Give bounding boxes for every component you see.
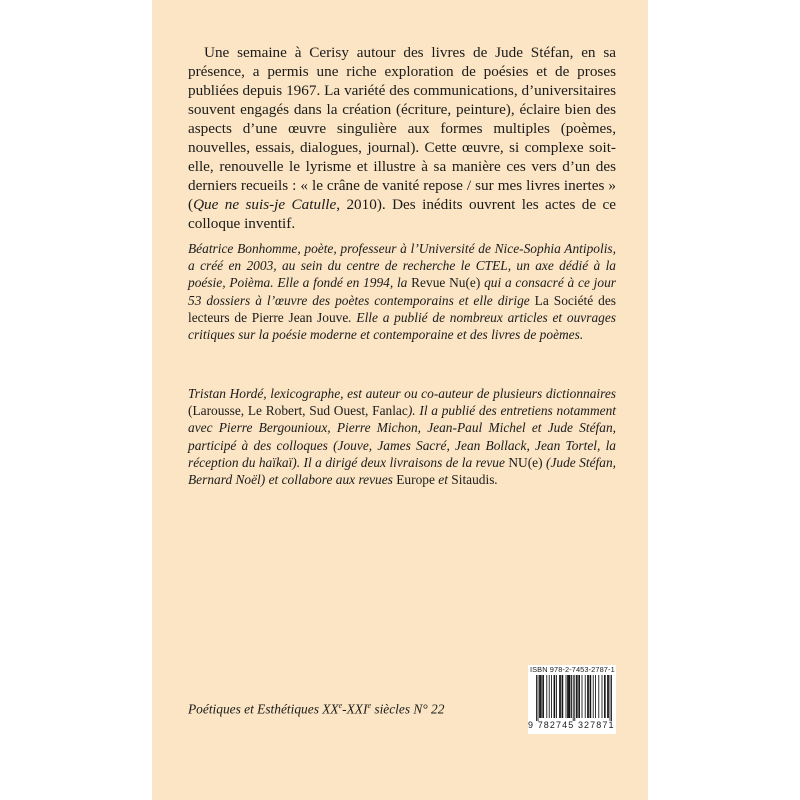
barcode-bar: [562, 675, 563, 718]
barcode-bar: [605, 675, 606, 718]
isbn-barcode: [528, 665, 616, 734]
barcode-bar: [566, 675, 567, 718]
barcode-bar: [602, 675, 603, 718]
barcode-bar: [568, 675, 569, 718]
barcode-bar: [541, 675, 542, 718]
barcode-bar: [576, 675, 577, 718]
barcode-bar: [571, 675, 572, 718]
blurb-paragraph: [188, 43, 616, 233]
blurb-book-title: Que ne suis-je Catulle: [193, 196, 337, 213]
barcode-bar: [539, 675, 540, 718]
barcode-bar: [546, 675, 547, 718]
barcode-bars: [536, 675, 612, 721]
barcode-bar: [570, 675, 571, 718]
blurb-text-end: , 2010). Des inédits ouvrent les actes de ce colloque inventif.: [188, 196, 617, 232]
barcode-bar: [554, 675, 555, 718]
barcode-bar: [585, 675, 586, 718]
barcode-bar: [578, 675, 579, 718]
barcode-bar: [559, 675, 560, 718]
isbn-label: ISBN 978-2-7453-2787-1: [530, 665, 615, 674]
barcode-bar: [562, 675, 563, 718]
barcode-bar: [611, 675, 612, 721]
barcode-bar: [549, 675, 550, 718]
barcode-bar: [579, 675, 580, 718]
barcode-bar: [604, 675, 605, 718]
author-bio-horde: Tristan Hordé, lexicographe, est auteur ou co-auteur de plusieurs dictionnaires (Larousse, Le Robert, Sud Ouest, Fanlac). Il a publié des entretiens notamment avec Pierre Bergounioux, Pierre Michon, Jean-Paul Michel et Jude Stéfan, participé à des colloques (Jouve, James Sacré, Jean Bollack, Jean Tortel, la réception du haïkaï). Il a dirigé deux livraisons de la revue NU(e) (Jude Stéfan, Bernard Noël) et collabore aux revues Europe et Sitaudis.: [188, 386, 617, 488]
barcode-bar: [608, 675, 609, 718]
barcode-bar: [551, 675, 552, 718]
barcode-bar: [577, 675, 578, 718]
barcode-bar: [574, 675, 575, 721]
barcode-bar: [588, 675, 589, 718]
barcode-bar: [610, 675, 611, 721]
barcode-bar: [587, 675, 588, 718]
barcode-bar: [542, 675, 543, 718]
barcode-digits: 9 782745 327871: [528, 720, 615, 730]
barcode-bar: [556, 675, 557, 718]
series-title: Poétiques et Esthétiques XXe-XXIe siècles N° 22: [188, 701, 445, 717]
barcode-bar: [554, 675, 555, 718]
barcode-bar: [582, 675, 583, 718]
barcode-bar: [590, 675, 591, 718]
barcode-bar: [560, 675, 561, 718]
barcode-bar: [607, 675, 608, 718]
barcode-bar: [569, 675, 570, 718]
author-bio-bonhomme: Béatrice Bonhomme, poète, professeur à l’Université de Nice-Sophia Antipolis, a créé en 2003, au sein du centre de recherche le CTEL, un axe dédié à la poésie, Poièma. Elle a fondé en 1994, la Revue Nu(e) qui a consacré à ce jour 53 dossiers à l’œuvre des poètes contemporains et elle dirige La Société des lecteurs de Pierre Jean Jouve. Elle a publié de nombreux articles et ouvrages critiques sur la poésie moderne et contemporaine et des livres de poèmes.: [188, 241, 616, 343]
blurb-text: Une semaine à Cerisy autour des livres de Jude Stéfan, en sa présence, a permis une riche exploration de poésies et de proses publiées depuis 1967. La variété des communications, d’universitaires souvent engagés dans la création (écriture, peinture), éclaire bien des aspects d’une œuvre singulière aux formes multiples (poèmes, nouvelles, essais, dialogues, journal). Cette œuvre, si complexe soit-elle, renouvelle le lyrisme et illustre à sa manière ces vers d’un des derniers recueils : « le crâne de vanité repose / sur mes livres inertes » (: [188, 44, 616, 213]
barcode-bar: [567, 675, 568, 718]
barcode-bar: [543, 675, 544, 718]
barcode-bar: [573, 675, 574, 721]
barcode-bar: [536, 675, 537, 721]
barcode-bar: [540, 675, 541, 718]
barcode-bar: [593, 675, 594, 718]
barcode-bar: [590, 675, 591, 718]
barcode-bar: [595, 675, 596, 718]
barcode-bar: [538, 675, 539, 721]
barcode-bar: [598, 675, 599, 718]
